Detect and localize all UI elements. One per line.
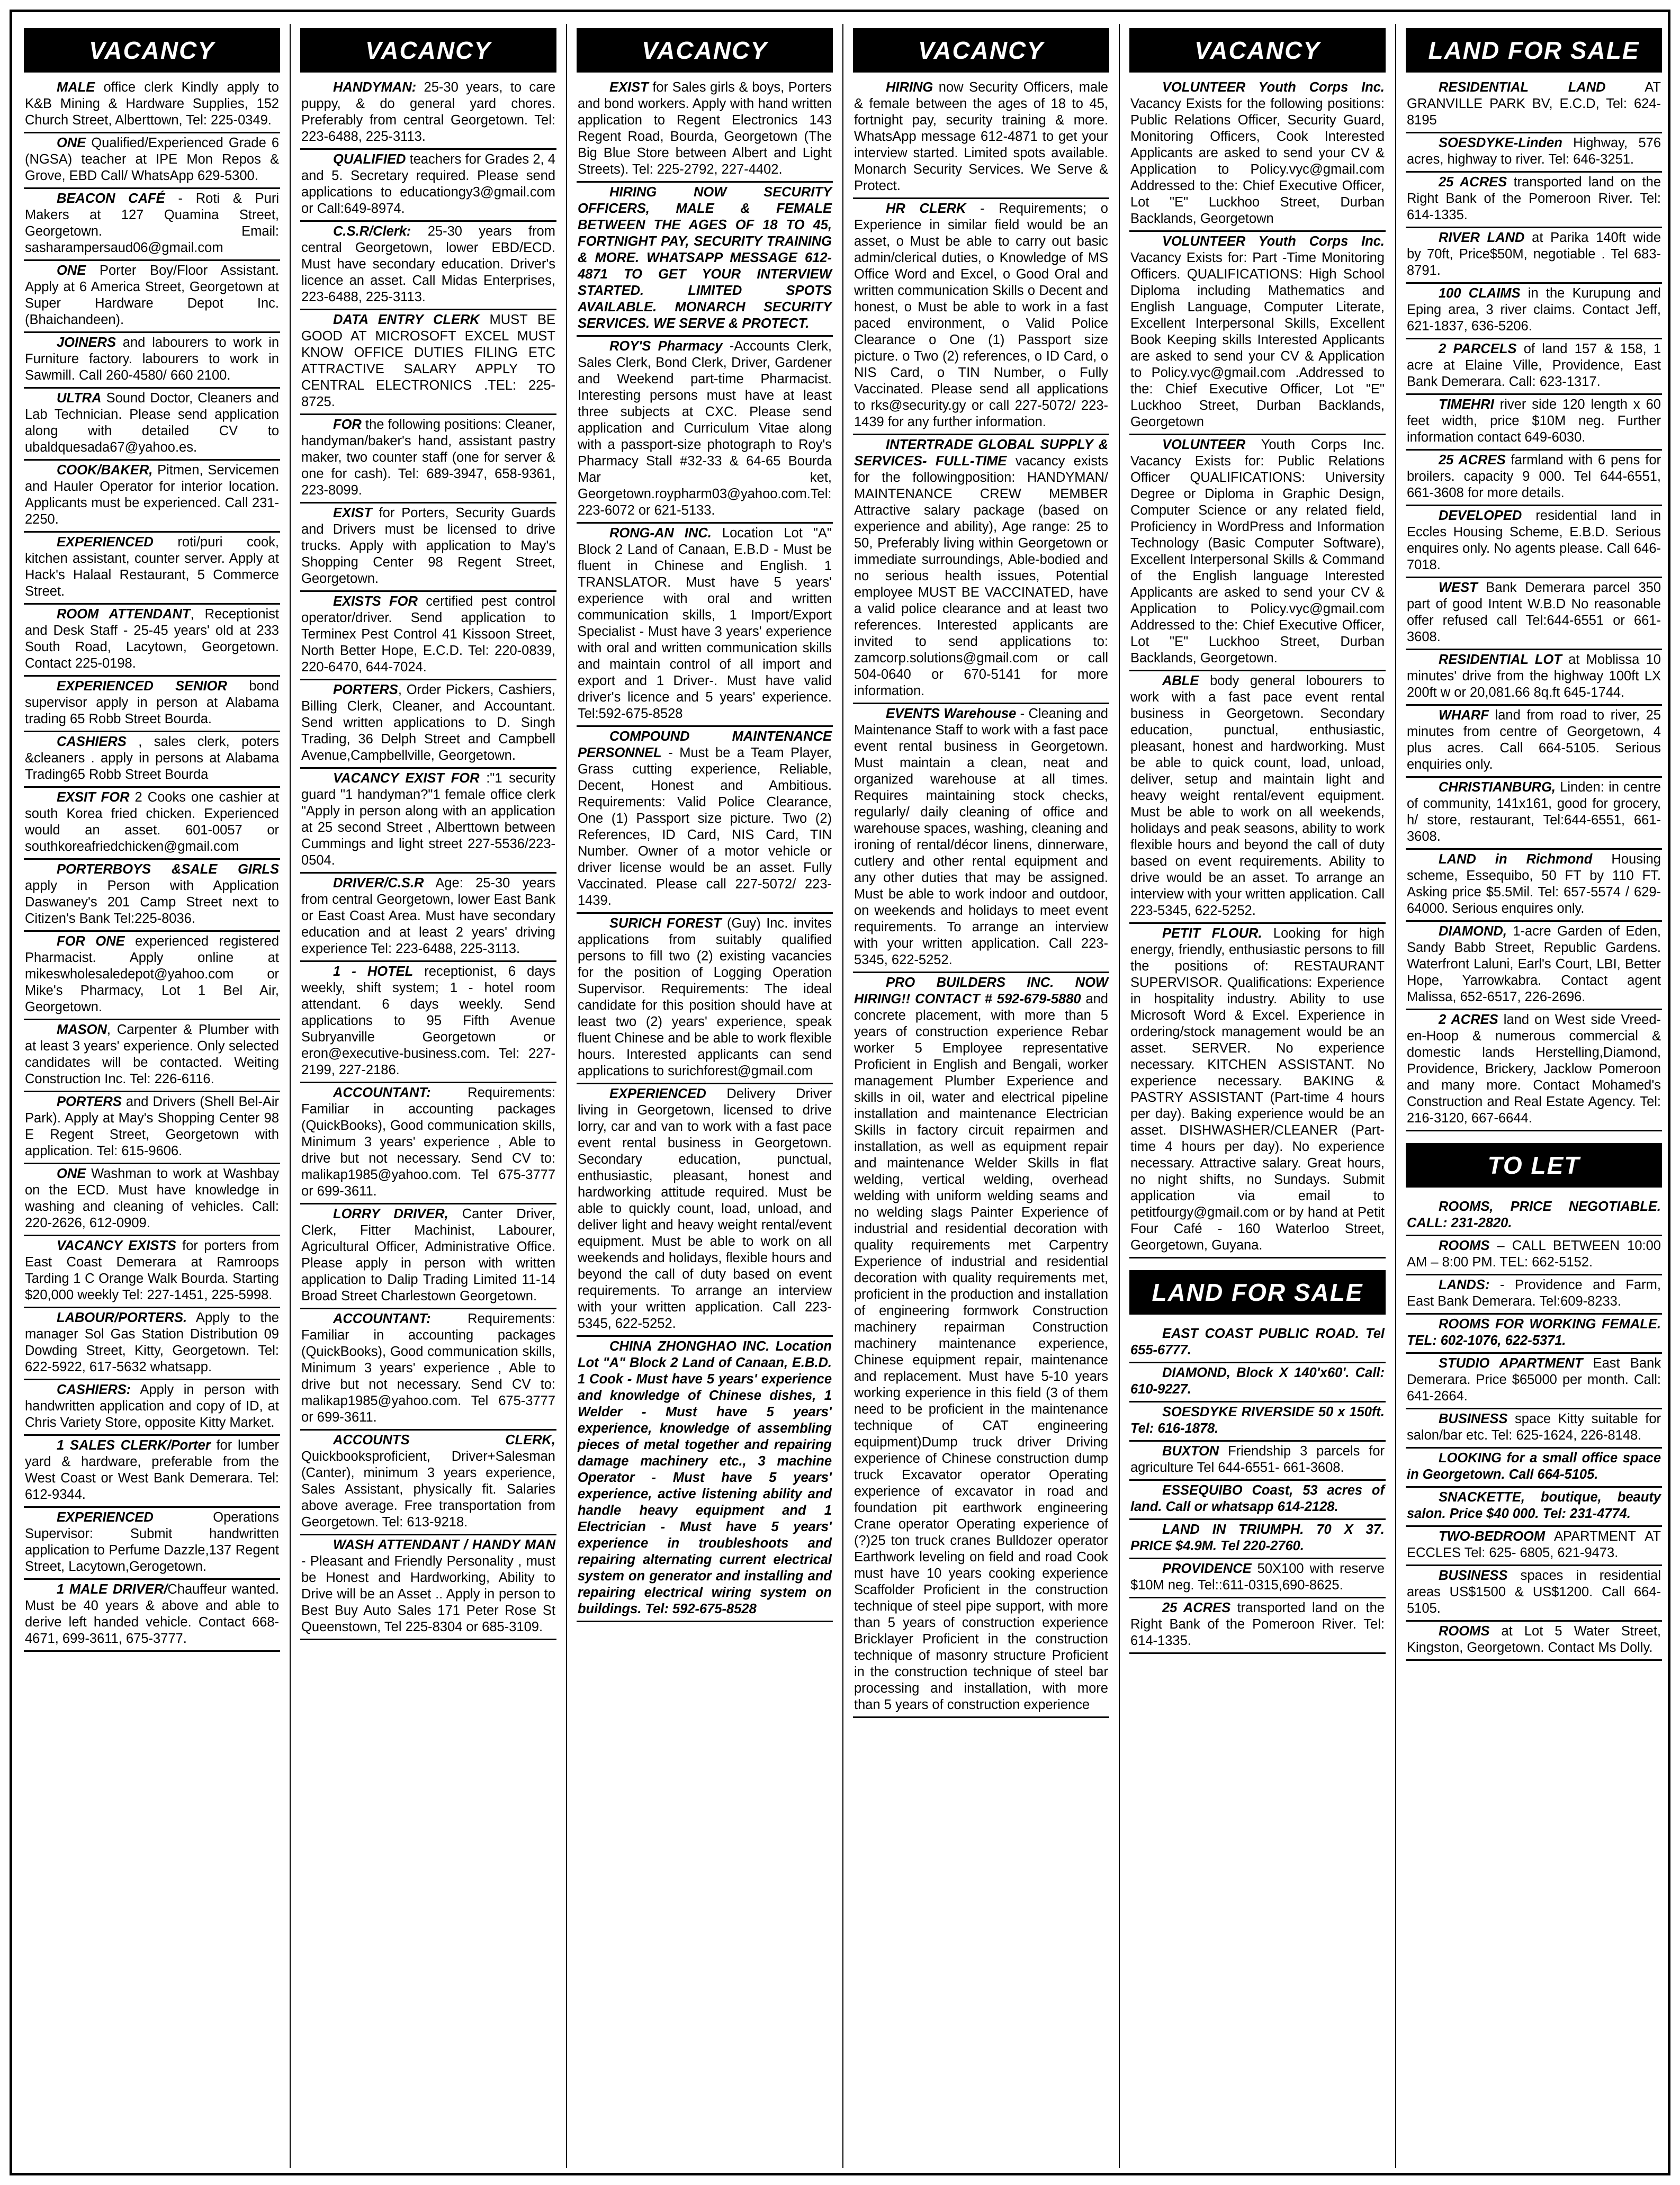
ad-lead: SOESDYKE-Linden [1439, 136, 1562, 150]
classified-ad [1406, 650, 1662, 706]
section-header: VACANCY [577, 28, 833, 73]
ad-body: - Must be a Team Player, Grass cutting experience, Reliable, Decent, Honest and Ambitious. Requirements: Valid Police Clearance, One (1) Passport size picture. Two (2) References, ID Card, NIS Card, TIN Number. Owner of a motor vehicle or driver license would be an asset. Fully Vaccinated. Please call 227-5072/ 223-1439. [578, 745, 832, 908]
ad-lead: RESIDENTIAL LOT [1439, 652, 1562, 667]
ad-lead: WEST [1439, 580, 1478, 595]
ad-lead: VACANCY EXISTS [57, 1238, 176, 1253]
ad-body: in the Kurupung and Eping area, 3 river claims. Contact Jeff, 621-1837, 636-5206. [1407, 286, 1661, 334]
ad-body: MUST BE GOOD AT MICROSOFT EXCEL MUST KNOW OFFICE DUTIES FILING ETC ATTRACTIVE SALARY APPLY TO CENTRAL ELECTRONICS .TEL: 225-8725. [301, 312, 555, 409]
classified-ad [1406, 228, 1662, 284]
ad-lead: QUALIFIED [333, 152, 406, 167]
classified-ad [1129, 78, 1386, 232]
classified-ad [24, 1020, 280, 1092]
ad-body: and labourers to work in Furniture factory. labourers to work in Sawmill. Call 260-4580/ 660 2100. [25, 335, 279, 383]
ad-lead: PETIT FLOUR. [1162, 926, 1262, 941]
ad-body: Pitmen, Servicemen and Hauler Operator for interior location. Applicants must be experienced. Call 231-2250. [25, 463, 279, 527]
classified-ad [1406, 1315, 1662, 1354]
ad-lead: CHRISTIANBURG, [1439, 780, 1556, 795]
classified-ad [1406, 1566, 1662, 1622]
ad-body: farmland with 6 pens for broilers. capacity 9 000. Tel 644-6551, 661-3608 for more details. [1407, 453, 1661, 500]
classified-ad [1406, 1197, 1662, 1236]
ad-lead: BUXTON [1162, 1444, 1219, 1459]
ad-body: river side 120 length x 60 feet width, price $10M neg. Further information contact 649-6030. [1407, 397, 1661, 445]
ad-body: 25-30 years, to care puppy, & do general yard chores. Preferably from central Georgetown. Tel: 223-6488, 225-3113. [301, 80, 555, 144]
ad-lead: FOR [333, 417, 362, 432]
ad-lead: HIRING NOW SECURITY OFFICERS, MALE & FEMALE BETWEEN THE AGES OF 18 TO 45, FORTNIGHT PAY, SECURITY TRAINING & MORE. WHATSAPP MESSAGE 612-4871 TO GET YOUR INTERVIEW STARTED. LIMITED SPOTS AVAILABLE. MONARCH SECURITY SERVICES. WE SERVE & PROTECT. [578, 185, 832, 331]
ad-lead: EXSIT FOR [57, 790, 130, 805]
ad-body: Vacancy Exists for: Part -Time Monitoring Officers. QUALIFICATIONS: High School Diploma including Mathematics and English Language, Computer Literate, Excellent Interpersonal Skills, Excellent Book Keeping skills Interested Applicants are asked to send your CV & Application to Policy.vyc@gmail.com .Addressed to the: Chief Executive Officer, Lot "E" Luckhoo Street, Durban Backlands, Georgetown [1130, 250, 1385, 429]
ad-lead: HR CLERK [886, 201, 966, 216]
ad-lead: COOK/BAKER, [57, 463, 153, 478]
classified-ad [24, 533, 280, 605]
classified-ad [24, 932, 280, 1020]
ad-lead: PROVIDENCE [1162, 1561, 1252, 1576]
ad-body: Age: 25-30 years from central Georgetown, lower East Bank or East Coast Area. Must have secondary education and at least 2 years' driving experience Tel: 223-6488, 225-3113. [301, 876, 555, 956]
section-header: VACANCY [1129, 28, 1386, 73]
ad-body: experienced registered Pharmacist. Apply online at mikeswholesaledepot@yahoo.com or Mike's Pharmacy, Lot 1 Bel Air, Georgetown. [25, 934, 280, 1014]
classified-ad [1406, 578, 1662, 650]
ad-lead: MALE [57, 80, 95, 95]
ad-lead: 25 ACRES [1439, 175, 1507, 190]
column-divider [1119, 24, 1120, 2168]
ad-body: APARTMENT AT ECCLES Tel: 625- 6805, 621-9473. [1407, 1529, 1661, 1560]
ad-body: - Pleasant and Friendly Personality , must be Honest and Hardworking, Ability to Drive will be an Asset .. Apply in person to Best Buy Auto Sales 171 Peter Rose St Queenstown, Tel 225-8304 or 685-3109. [301, 1554, 555, 1634]
ad-body: bond supervisor apply in person at Alabama trading 65 Robb Street Bourda. [25, 679, 279, 726]
column-divider [566, 24, 567, 2168]
ad-body: vacancy exists for the followingposition: HANDYMAN/ MAINTENANCE CREW MEMBER Attractive salary package (based on experience and ability), Age range: 25 to 50, Preferably living within Georgetown or immediate surroundings, Able-bodied and no serious health issues, Potential employee MUST BE VACCINATED, have a valid police clearance and at least two references. Interested applicants are invited to send applications to: zamcorp.solutions@gmail.com or call 504-0640 or 670-5141 for more information. [854, 454, 1108, 698]
ad-body: teachers for Grades 2, 4 and 5. Secretary required. Please send applications to educationgy3@gmail.com or Call:649-8974. [301, 152, 555, 216]
classified-ad [577, 727, 833, 914]
classified-ad [853, 78, 1109, 199]
ad-body: Friendship 3 parcels for agriculture Tel 644-6551- 661-3608. [1130, 1444, 1385, 1475]
section-header: VACANCY [24, 28, 280, 73]
classified-ad [24, 1508, 280, 1580]
classified-ad [1406, 339, 1662, 395]
classified-ad [1406, 1449, 1662, 1488]
ad-body: now Security Officers, male & female between the ages of 18 to 45, fortnight pay, security training & more. WhatsApp message 612-4871 to get your interview started. Limited spots available. Monarch Security Services. We Serve & Protect. [854, 80, 1108, 193]
ad-body: Requirements: Familiar in accounting packages (QuickBooks), Good communication skills, Minimum 3 years' experience , Able to drive but not necessary. Send CV to: malikap1985@yahoo.com. Tel 675-3777 or 699-3611. [301, 1311, 555, 1425]
ad-body: , sales clerk, poters &cleaners . apply in persons at Alabama Trading65 Robb Street Bourda [25, 734, 279, 782]
ad-body: land from road to river, 25 minutes from centre of Georgetown, 4 plus acres. Call 664-5105. Serious enquiries only. [1407, 708, 1661, 772]
classified-ad [1129, 1324, 1386, 1363]
classified-ad [577, 337, 833, 524]
ad-lead: EXPERIENCED [57, 1510, 154, 1525]
ad-body: Washman to work at Washbay on the ECD. Must have knowledge in washing and cleaning of vehicles. Call: 220-2626, 612-0909. [25, 1166, 279, 1230]
ad-lead: VOLUNTEER Youth Corps Inc. [1162, 234, 1385, 249]
classified-ad [1406, 451, 1662, 506]
ad-lead: PORTERBOYS &SALE GIRLS [57, 862, 279, 877]
classified-ad [24, 261, 280, 333]
ad-lead: CASHIERS [57, 734, 127, 749]
ad-body: for Porters, Security Guards and Drivers must be licensed to drive trucks. Apply with application to May's Shopping Center 98 Regent Street, Georgetown. [301, 506, 555, 586]
ad-lead: EXISTS FOR [333, 594, 418, 609]
column-3 [577, 24, 833, 2163]
column-2 [300, 24, 556, 2163]
classified-ad [577, 1337, 833, 1622]
classified-ad [1406, 1622, 1662, 1661]
ad-lead: ROOMS, PRICE NEGOTIABLE. CALL: 231-2820. [1407, 1199, 1661, 1230]
ad-lead: DEVELOPED [1439, 508, 1522, 523]
ad-lead: RONG-AN INC. [609, 526, 712, 541]
classified-ad [24, 1580, 280, 1652]
ad-body: Apply to the manager Sol Gas Station Distribution 09 Dowding Street, Kitty, Georgetown. Tel: 622-5922, 617-5632 whatsapp. [25, 1310, 279, 1374]
classified-ad [1406, 78, 1662, 133]
section-header: VACANCY [853, 28, 1109, 73]
ad-lead: ROOM ATTENDANT [57, 607, 191, 622]
ad-lead: FOR ONE [57, 934, 125, 949]
classified-ad [1129, 1363, 1386, 1402]
ad-body: at Moblissa 10 minutes' drive from the highway 100ft LX 200ft w or 20,081.66 8q.ft 645-1744. [1407, 652, 1661, 700]
ad-lead: RESIDENTIAL LAND [1439, 80, 1606, 95]
ad-lead: ROOMS [1439, 1238, 1490, 1253]
ad-body: Qualified/Experienced Grade 6 (NGSA) teacher at IPE Mon Repos & Grove, EBD Call/ WhatsApp 629-5300. [25, 136, 279, 183]
classified-ad [24, 1236, 280, 1308]
classified-ad [853, 435, 1109, 704]
classified-ad [300, 1431, 556, 1535]
ad-body: Quickbooksproficient, Driver+Salesman (Canter), minimum 3 years experience, Sales Assistant, physically fit. Salaries above average. Free transportation from Georgetown. Tel: 613-9218. [301, 1449, 555, 1530]
ad-lead: EXIST [609, 80, 649, 95]
ad-body: East Bank Demerara. Price $65000 per month. Call: 641-2664. [1407, 1356, 1661, 1404]
ad-lead: SNACKETTE, boutique, beauty salon. Price $40 000. Tel: 231-4774. [1407, 1490, 1661, 1521]
ad-body: Looking for high energy, friendly, enthusiastic persons to fill the positions of: RESTAURANT SUPERVISOR. Qualifications: Experience in hospitality industry. Ability to use Microsoft Word & Excel. Experience in ordering/stock management would be an asset. SERVER. No experience necessary. KITCHEN ASSISTANT. No experience necessary. BAKING & PASTRY ASSISTANT (Part-time 4 hours per day). Baking experience would be an asset. DISHWASHER/CLEANER (Part-time 4 hours per day). No experience necessary. Attractive salary. Great hours, no night shifts, no Sundays. Submit application via email to petitfourgy@gmail.com or by hand at Petit Four Café - 160 Waterloo Street, Georgetown, Guyana. [1130, 926, 1385, 1253]
ad-body: body general lobourers to work with a fast pace event rental business in Georgetown. Secondary education, punctual, enthusiastic, pleasant, honest and hardworking. Must be able to quick count, load, unload, deliver, setup and maintain light and heavy weight rental/event equipment. Must be able to work on all weekends, holidays and peak seasons, ability to work flexible hours and beyond the call of duty based on event requirements. Ability to drive would be an asset. To arrange an interview with your written application. Call 223-5345, 622-5252. [1130, 673, 1385, 918]
ad-lead: DIAMOND, [1439, 924, 1507, 939]
ad-lead: STUDIO APARTMENT [1439, 1356, 1583, 1371]
ad-body: for Sales girls & boys, Porters and bond workers. Apply with hand written application to Regent Electronics 143 Regent Road, Bourda, Georgetown (The Big Blue Store between Albert and Light Streets). Tel: 225-2792, 227-4402. [578, 80, 832, 177]
ad-lead: 1 SALES CLERK/Porter [57, 1438, 211, 1453]
classified-ad [1406, 1409, 1662, 1449]
ad-body: land on West side Vreed-en-Hoop & numerous commercial & domestic lands Herstelling,Diamond, Providence, Brickery, Jacklow Pomeroon and many more. Contact Mohamed's Construction and Real Estate Agency. Tel: 216-3120, 667-6644. [1407, 1012, 1661, 1126]
classified-ad [24, 605, 280, 677]
ad-lead: EXIST [333, 506, 372, 520]
ad-lead: HIRING [886, 80, 933, 95]
classified-ad [1129, 232, 1386, 435]
ad-body: - Cleaning and Maintenance Staff to work with a fast pace event rental business in Georgetown. Must maintain a clean, neat and organized warehouse at all times. Requires maintaining stock checks, regularly/ daily cleaning of office and warehouse spaces, washing, cleaning and ironing of rental/décor linens, dinnerware, cutlery and other rental equipment and any other duties that may be assigned. Must be able to work indoor and outdoor, on weekends and holidays to meet event requirements. To arrange an interview with your written application. Call 223-5345, 622-5252. [854, 706, 1108, 967]
classified-ad [24, 732, 280, 788]
classified-ad [1406, 1236, 1662, 1275]
classified-ad [300, 1535, 556, 1640]
ad-lead: VOLUNTEER Youth Corps Inc. [1162, 80, 1385, 95]
ad-body: :"1 security guard "1 handyman?"1 female office clerk "Apply in person along with an application at 25 second Street , Alberttown between Cummings and light street 227-5536/223-0504. [301, 771, 556, 868]
ad-body: and concrete placement, with more than 5 years of construction experience Rebar worker 5 Employee representative Proficient in English and Bengali, worker management Plumber Experience and skills in oil, water and electrical pipeline installation and maintenance Electrician Skills in factory circuit repairmen and installation, as well as equipment repair and maintenance Welder Skills in flat welding, vertical welding, overhead welding with uniform welding seams and no welding slags Painter Experience of industrial and residential decoration with quality requirements met Carpentry Experience of industrial and residential decoration with quality requirements met, proficient in the production and installation of engineering formwork Construction machinery repairman Construction machinery maintenance experience, Chinese equipment repair, maintenance and replacement. Must have 5-10 years working experience in this field (3 of them need to be proficient in the maintenance technique of CAT engineering equipment)Dump truck driver Driving experience of Chinese construction dump truck Excavator operator Operating experience of excavator in road and foundation pit earthwork engineering Crane operator Operating experience of (?)25 ton truck cranes Bulldozer operator Earthwork leveling on field and road Cook must have 10 years cooking experience Scaffolder Proficient in the construction technique of steel pipe support, with more than 5 years of construction experience Bricklayer Proficient in the construction technique of masonry structure Proficient in the construction technique of steel bar processing and installation, with more than 5 years of construction experience [854, 992, 1108, 1712]
section-header: LAND FOR SALE [1129, 1270, 1386, 1315]
ad-lead: JOINERS [57, 335, 116, 350]
ad-lead: ROY'S Pharmacy [609, 339, 723, 354]
ad-body: 1-acre Garden of Eden, Sandy Babb Street, Republic Gardens. Waterfront Laluni, Earl's Court, LBI, Better Hope, Yarrowkabra. Contact agent Malissa, 652-6517, 226-2696. [1407, 924, 1661, 1004]
ad-lead: LAND IN TRIUMPH. 70 X 37. PRICE $4.9M. Tel 220-2760. [1130, 1522, 1385, 1553]
ad-body: Location Lot "A" Block 2 Land of Canaan, E.B.D - Must be fluent in Chinese and English. 1 TRANSLATOR. Must have 5 years' experience with oral and written communication skills, 1 Import/Export Specialist - Must have 3 years' experience with oral and written communication skills and maintain control of all import and export and 1 Driver-. Must have valid driver's licence and 5 years' experience. Tel:592-675-8528 [578, 526, 832, 721]
ad-lead: 100 CLAIMS [1439, 286, 1521, 301]
ad-body: - Requirements; o Experience in similar field would be an asset, o Must be able to carry out basic admin/clerical duties, o Knowledge of MS Office Word and Excel, o Good Oral and written communication Skills o Decent and honest, o Must be able to work in a fast paced environment, o Valid Police Clearance o One (1) Passport size picture. o Two (2) references, o ID Card, o NIS Card, o TIN Number, o Fully Vaccinated. Please send all applications to rks@security.gy or call 227-5072/ 223-1439 for any further information. [854, 201, 1108, 429]
ad-lead: RIVER LAND [1439, 230, 1525, 245]
ad-body: AT GRANVILLE PARK BV, E.C.D, Tel: 624-8195 [1407, 80, 1661, 128]
ad-body: spaces in residential areas US$1500 & US$1200. Call 664-5105. [1407, 1568, 1661, 1616]
ad-lead: 2 ACRES [1439, 1012, 1498, 1027]
classified-ad [1129, 1520, 1386, 1559]
ad-body: space Kitty suitable for salon/bar etc. Tel: 625-1624, 226-8148. [1407, 1411, 1661, 1443]
classified-ad [1406, 706, 1662, 778]
classified-ad [577, 914, 833, 1084]
column-5 [1129, 24, 1386, 2163]
classified-ad [1129, 671, 1386, 924]
ad-body: residential land in Eccles Housing Scheme, E.B.D. Serious enquires only. No agents please. Call 646-7018. [1407, 508, 1661, 572]
ad-body: Sound Doctor, Cleaners and Lab Technician. Please send application along with detailed CV to ubaldquesada67@yahoo.es. [25, 391, 279, 455]
ad-lead: BUSINESS [1439, 1411, 1508, 1426]
ad-lead: EAST COAST PUBLIC ROAD. Tel 655-6777. [1130, 1326, 1385, 1357]
classified-ad [300, 592, 556, 680]
classified-ad [24, 1436, 280, 1508]
ad-lead: SOESDYKE RIVERSIDE 50 x 150ft. Tel: 616-1878. [1130, 1405, 1385, 1436]
classified-ad [1129, 924, 1386, 1258]
classified-ad [853, 704, 1109, 973]
column-6 [1406, 24, 1662, 2163]
ad-body: at Parika 140ft wide by 70ft, Price$50M, negotiable . Tel 683-8791. [1407, 230, 1661, 278]
classified-ad [1129, 1598, 1386, 1654]
ad-lead: VOLUNTEER [1162, 437, 1246, 452]
classifieds-page [10, 10, 1670, 2175]
ad-body: Operations Supervisor: Submit handwritten application to Perfume Dazzle,137 Regent Street, Lacytown,Gerogetown. [25, 1510, 279, 1574]
classified-ad [577, 1084, 833, 1337]
ad-body: (Guy) Inc. invites applications from suitably qualified persons to fill two (2) existing vacancies for the position of Logging Operation Supervisor. Requirements: The ideal candidate for this position should have at least two (2) years' experience, speak fluent Chinese and be able to work flexible hours. Interested applicants can send applications to surichforest@gmail.com [578, 916, 832, 1078]
ad-body: roti/puri cook, kitchen assistant, counter server. Apply at Hack's Halaal Restaurant, 5 Commerce Street. [25, 535, 279, 599]
ad-body: Housing scheme, Essequibo, 50 FT by 110 FT. Asking price $5.5Mil. Tel: 657-5574 / 629-64000. Serious enquires only. [1407, 852, 1661, 916]
ad-lead: PORTERS [57, 1094, 122, 1109]
classified-ad [1406, 395, 1662, 451]
ad-lead: SURICH FOREST [609, 916, 722, 931]
classified-ad [24, 461, 280, 533]
ad-lead: PRO BUILDERS INC. NOW HIRING!! CONTACT # 592-679-5880 [854, 975, 1108, 1006]
ad-body: certified pest control operator/driver. Send application to Terminex Pest Control 41 Kissoon Street, North Better Hope, E.C.D. Tel: 220-0839, 220-6470, 644-7024. [301, 594, 555, 675]
ad-lead: LABOUR/PORTERS. [57, 1310, 187, 1325]
ad-lead: BEACON CAFÉ [57, 191, 165, 206]
classified-ad [1406, 133, 1662, 173]
ad-lead: EVENTS Warehouse [886, 706, 1017, 721]
classified-ad [24, 1164, 280, 1236]
ad-body: the following positions: Cleaner, handyman/baker's hand, assistant pastry maker, two counter staff (one for server & one for cash). Tel: 689-3947, 658-9361, 223-8099. [301, 417, 555, 498]
classified-ad [24, 860, 280, 932]
ad-lead: VACANCY EXIST FOR [333, 771, 480, 786]
ad-body: -Accounts Clerk, Sales Clerk, Bond Clerk, Driver, Gardener and Weekend part-time Pharmacist. Interesting persons must have at least three subjects at CXC. Please send application and Curriculum Vitae along with a passport-size photograph to Roy's Pharmacy Stall #32-33 & 64-65 Bourda Mar ket, Georgetown.roypharm03@yahoo.com.Tel: 223-6072 or 621-5133. [578, 339, 832, 518]
classified-ad [300, 503, 556, 592]
classified-ad [577, 183, 833, 337]
classified-ad [1406, 1527, 1662, 1566]
ad-body: Delivery Driver living in Georgetown, licensed to drive lorry, car and van to work with a fast pace event rental business in Georgetown. Secondary education, punctual, enthusiastic, pleasant, honest and hardworking attitude required. Must be able to quickly count, load, unload, and deliver light and heavy weight rental/event equipment. Must be able to work on all weekends and holidays, flexible hours and beyond the call of duty based on event requirements. To arrange an interview with your written application. Call 223-5345, 622-5252. [578, 1086, 832, 1331]
classified-ad [1406, 922, 1662, 1010]
ad-lead: LANDS: [1439, 1278, 1490, 1292]
classified-ad [24, 1092, 280, 1164]
ad-body: and Drivers (Shell Bel-Air Park). Apply at May's Shopping Center 98 E Regent Street, Georgetown with application. Tel: 615-9606. [25, 1094, 279, 1158]
classified-ad [577, 78, 833, 183]
ad-lead: 1 MALE DRIVER/ [57, 1582, 168, 1597]
ad-body: at Lot 5 Water Street, Kingston, Georgetown. Contact Ms Dolly. [1407, 1624, 1661, 1655]
ad-body: apply in Person with Application Daswaney's 201 Camp Street next to Citizen's Bank Tel:225-8036. [25, 878, 279, 926]
ad-lead: ROOMS [1439, 1624, 1490, 1639]
ad-body: for lumber yard & hardware, preferable from the West Coast or West Bank Demerara. Tel: 612-9344. [25, 1438, 280, 1502]
classified-ad [1406, 850, 1662, 922]
classified-ad [1129, 1442, 1386, 1481]
ad-body: – CALL BETWEEN 10:00 AM – 8:00 PM. TEL: 662-5152. [1407, 1238, 1661, 1270]
classified-ad [300, 310, 556, 415]
ad-lead: C.S.R/Clerk: [333, 224, 411, 239]
classified-ad [300, 962, 556, 1083]
ad-body: 25-30 years from central Georgetown, lower EBD/ECD. Must have secondary education. Driver's licence an asset. Call Midas Enterprises, 223-6488, 225-3113. [301, 224, 555, 304]
classified-ad [300, 415, 556, 503]
ad-lead: 2 PARCELS [1439, 341, 1517, 356]
ad-lead: EXPERIENCED [57, 535, 154, 550]
ad-lead: COMPOUND MAINTENANCE PERSONNEL [578, 729, 832, 760]
column-divider [1395, 24, 1396, 2168]
ad-body: Bank Demerara parcel 350 part of good Intent W.B.D No reasonable offer refused call Tel:644-6551 or 661-3608. [1407, 580, 1661, 644]
ad-lead: EXPERIENCED SENIOR [57, 679, 227, 694]
ad-lead: EXPERIENCED [609, 1086, 706, 1101]
classified-ad [300, 1083, 556, 1204]
ad-lead: ACCOUNTANT: [333, 1085, 431, 1100]
column-divider [842, 24, 843, 2168]
ad-body: 2 Cooks one cashier at south Korea fried chicken. Experienced would an asset. 601-0057 or southkoreafriedchicken@gmail.com [25, 790, 279, 854]
ad-lead: ONE [57, 1166, 86, 1181]
ad-body: , Order Pickers, Cashiers, Billing Clerk, Cleaner, and Accountant. Send written applications to D. Singh Trading, 36 Delph Street and Campbell Avenue,Campbellville, Georgetown. [301, 682, 555, 763]
ad-body: Apply in person with handwritten application and copy of ID, at Chris Variety Store, opposite Kitty Market. [25, 1382, 279, 1430]
classified-ad [1129, 1559, 1386, 1598]
ad-lead: DRIVER/C.S.R [333, 876, 424, 891]
section-header: VACANCY [300, 28, 556, 73]
ad-lead: CHINA ZHONGHAO INC. Location Lot "A" Block 2 Land of Canaan, E.B.D. 1 Cook - Must have 5 years' experience and knowledge of Chinese dishes, 1 Welder - Must have 5 years' experience, knowledge of assembling pieces of metal together and repairing damage machinery etc., 3 machine Operator - Must have 5 years' experience, active listening ability and handle heavy equipment and 1 Electrician - Must have 5 years' experience in troubleshoots and repairing alternating current electrical system on generator and installing and repairing electrical wiring system on buildings. Tel: 592-675-8528 [578, 1339, 832, 1616]
ad-lead: TIMEHRI [1439, 397, 1494, 412]
classified-ad [300, 1204, 556, 1309]
classified-ad [1129, 1481, 1386, 1520]
ad-body: - Providence and Farm, East Bank Demerara. Tel:609-8233. [1407, 1278, 1661, 1309]
classified-ad [300, 680, 556, 769]
ad-lead: ACCOUNTS CLERK, [333, 1433, 555, 1447]
ad-lead: INTERTRADE GLOBAL SUPPLY & SERVICES- FULL-TIME [854, 437, 1108, 469]
ad-lead: WASH ATTENDANT / HANDY MAN [333, 1537, 555, 1552]
ad-lead: DIAMOND, Block X 140'x60'. Call: 610-9227. [1130, 1365, 1385, 1397]
ad-lead: ONE [57, 263, 86, 278]
ad-lead: WHARF [1439, 708, 1489, 723]
classified-ad [1129, 435, 1386, 671]
ad-lead: 1 - HOTEL [333, 964, 414, 979]
ad-body: Highway, 576 acres, highway to river. Tel: 646-3251. [1407, 136, 1661, 167]
ad-lead: BUSINESS [1439, 1568, 1508, 1583]
ad-lead: MASON [57, 1022, 107, 1037]
ad-lead: 25 ACRES [1439, 453, 1506, 467]
ad-body: - Roti & Puri Makers at 127 Quamina Street, Georgetown. Email: sasharampersaud06@gmail.com [25, 191, 279, 255]
section-header: LAND FOR SALE [1406, 28, 1662, 73]
ad-lead: LAND in Richmond [1439, 852, 1593, 867]
ad-lead: LOOKING for a small office space in Georgetown. Call 664-5105. [1407, 1451, 1661, 1482]
ad-lead: ABLE [1162, 673, 1199, 688]
ad-body: , Receptionist and Desk Staff - 25-45 years' old at 233 South Road, Lacytown, Georgetown. Contact 225-0198. [25, 607, 280, 671]
column-4 [853, 24, 1109, 2163]
classified-ad [853, 199, 1109, 435]
ad-body: for porters from East Coast Demerara at Ramroops Tarding 1 C Orange Walk Bourda. Starting $20,000 weekly Tel: 227-1451, 225-5998. [25, 1238, 279, 1302]
classified-ad [24, 189, 280, 261]
ad-lead: ACCOUNTANT: [333, 1311, 431, 1326]
ad-body: Youth Corps Inc. Vacancy Exists for: Public Relations Officer QUALIFICATIONS: University Degree or Diploma in Graphic Design, Computer Science or any related field, Proficiency in WordPress and Information Technology (Basic Computer Software), Excellent Interpersonal Skills & Command of the English language Interested Applicants are asked to send your CV & Application to Policy.vyc@gmail.com Addressed to the: Chief Executive Officer, Lot "E" Luckhoo Street, Durban Backlands, Georgetown. [1130, 437, 1385, 666]
column-divider [290, 24, 291, 2168]
classified-ad [1406, 284, 1662, 339]
classified-ad [24, 333, 280, 389]
ad-lead: HANDYMAN: [333, 80, 417, 95]
classified-ad [300, 1309, 556, 1431]
ad-body: receptionist, 6 days weekly, shift system; 1 - hotel room attendant. 6 days weekly. Send applications to 95 Fifth Avenue Subryanville Georgetown or eron@executive-business.com. Tel: 227-2199, 227-2186. [301, 964, 555, 1077]
classified-ad [1406, 1275, 1662, 1315]
classified-ad [1406, 1010, 1662, 1131]
ad-lead: DATA ENTRY CLERK [333, 312, 480, 327]
ad-lead: CASHIERS: [57, 1382, 131, 1397]
classified-ad [1406, 1354, 1662, 1409]
ad-lead: TWO-BEDROOM [1439, 1529, 1546, 1544]
ad-body: office clerk Kindly apply to K&B Mining & Hardware Supplies, 152 Church Street, Alberttown, Tel: 225-0349. [25, 80, 279, 128]
classified-ad [577, 524, 833, 727]
ad-lead: LORRY DRIVER, [333, 1207, 448, 1221]
ad-body: Requirements: Familiar in accounting packages (QuickBooks), Good communication skills, Minimum 3 years' experience , Able to drive but not necessary. Send CV to: malikap1985@yahoo.com. Tel 675-3777 or 699-3611. [301, 1085, 555, 1199]
ad-lead: PORTERS [333, 682, 398, 697]
column-1 [24, 24, 280, 2163]
classified-ad [24, 1380, 280, 1436]
ad-lead: ONE [57, 136, 86, 150]
ad-body: Porter Boy/Floor Assistant. Apply at 6 America Street, Georgetown at Super Hardware Depot Inc. (Bhaichandeen). [25, 263, 279, 327]
classified-ad [1406, 173, 1662, 228]
classified-ad [24, 389, 280, 461]
classified-ad [853, 973, 1109, 1718]
ad-lead: ULTRA [57, 391, 102, 406]
classified-ad [1406, 778, 1662, 850]
ad-body: Chauffeur wanted. Must be 40 years & above and able to derive left handed vehicle. Contact 668-4671, 699-3611, 675-3777. [25, 1582, 279, 1646]
classified-ad [24, 788, 280, 860]
classified-ad [1406, 1488, 1662, 1527]
ad-body: transported land on the Right Bank of the Pomeroon River. Tel: 614-1335. [1130, 1600, 1385, 1648]
classified-ad [300, 222, 556, 310]
classified-ad [1129, 1402, 1386, 1442]
classified-ad [300, 874, 556, 962]
ad-body: transported land on the Right Bank of the Pomeroon River. Tel: 614-1335. [1407, 175, 1661, 222]
ad-lead: 25 ACRES [1162, 1600, 1231, 1615]
classified-ad [300, 769, 556, 874]
classified-ad [24, 133, 280, 189]
ad-body: Linden: in centre of community, 141x161, good for grocery, h/ store, restaurant, Tel:644-6551, 661-3608. [1407, 780, 1661, 844]
classified-ad [1406, 506, 1662, 578]
ad-body: Vacancy Exists for the following positions: Public Relations Officer, Security Guard, Monitoring Officers, Cook Interested Applicants are asked to send your CV & Application to Policy.vyc@gmail.com Addressed to the: Chief Executive Officer, Lot "E" Luckhoo Street, Durban Backlands, Georgetown [1130, 96, 1385, 226]
ad-body: 50X100 with reserve $10M neg. Tel::611-0315,690-8625. [1130, 1561, 1385, 1593]
classified-ad [24, 78, 280, 133]
ad-body: Canter Driver, Clerk, Fitter Machinist, Labourer, Agricultural Officer, Administrative Office. Please apply in person with written application to Dalip Trading Limited 11-14 Broad Street Charlestown Georgetown. [301, 1207, 555, 1303]
ad-body: of land 157 & 158, 1 acre at Elaine Ville, Providence, East Bank Demerara. Call: 623-1317. [1407, 341, 1661, 389]
ad-lead: ESSEQUIBO Coast, 53 acres of land. Call or whatsapp 614-2128. [1130, 1483, 1385, 1514]
classified-ad [300, 150, 556, 222]
classified-ad [24, 677, 280, 732]
section-header: TO LET [1406, 1143, 1662, 1188]
ad-body: , Carpenter & Plumber with at least 3 years' experience. Only selected candidates will be contacted. Weiting Construction Inc. Tel: 226-6116. [25, 1022, 279, 1086]
classified-ad [24, 1308, 280, 1380]
ad-lead: ROOMS FOR WORKING FEMALE. TEL: 602-1076, 622-5371. [1407, 1317, 1661, 1348]
classified-ad [300, 78, 556, 150]
